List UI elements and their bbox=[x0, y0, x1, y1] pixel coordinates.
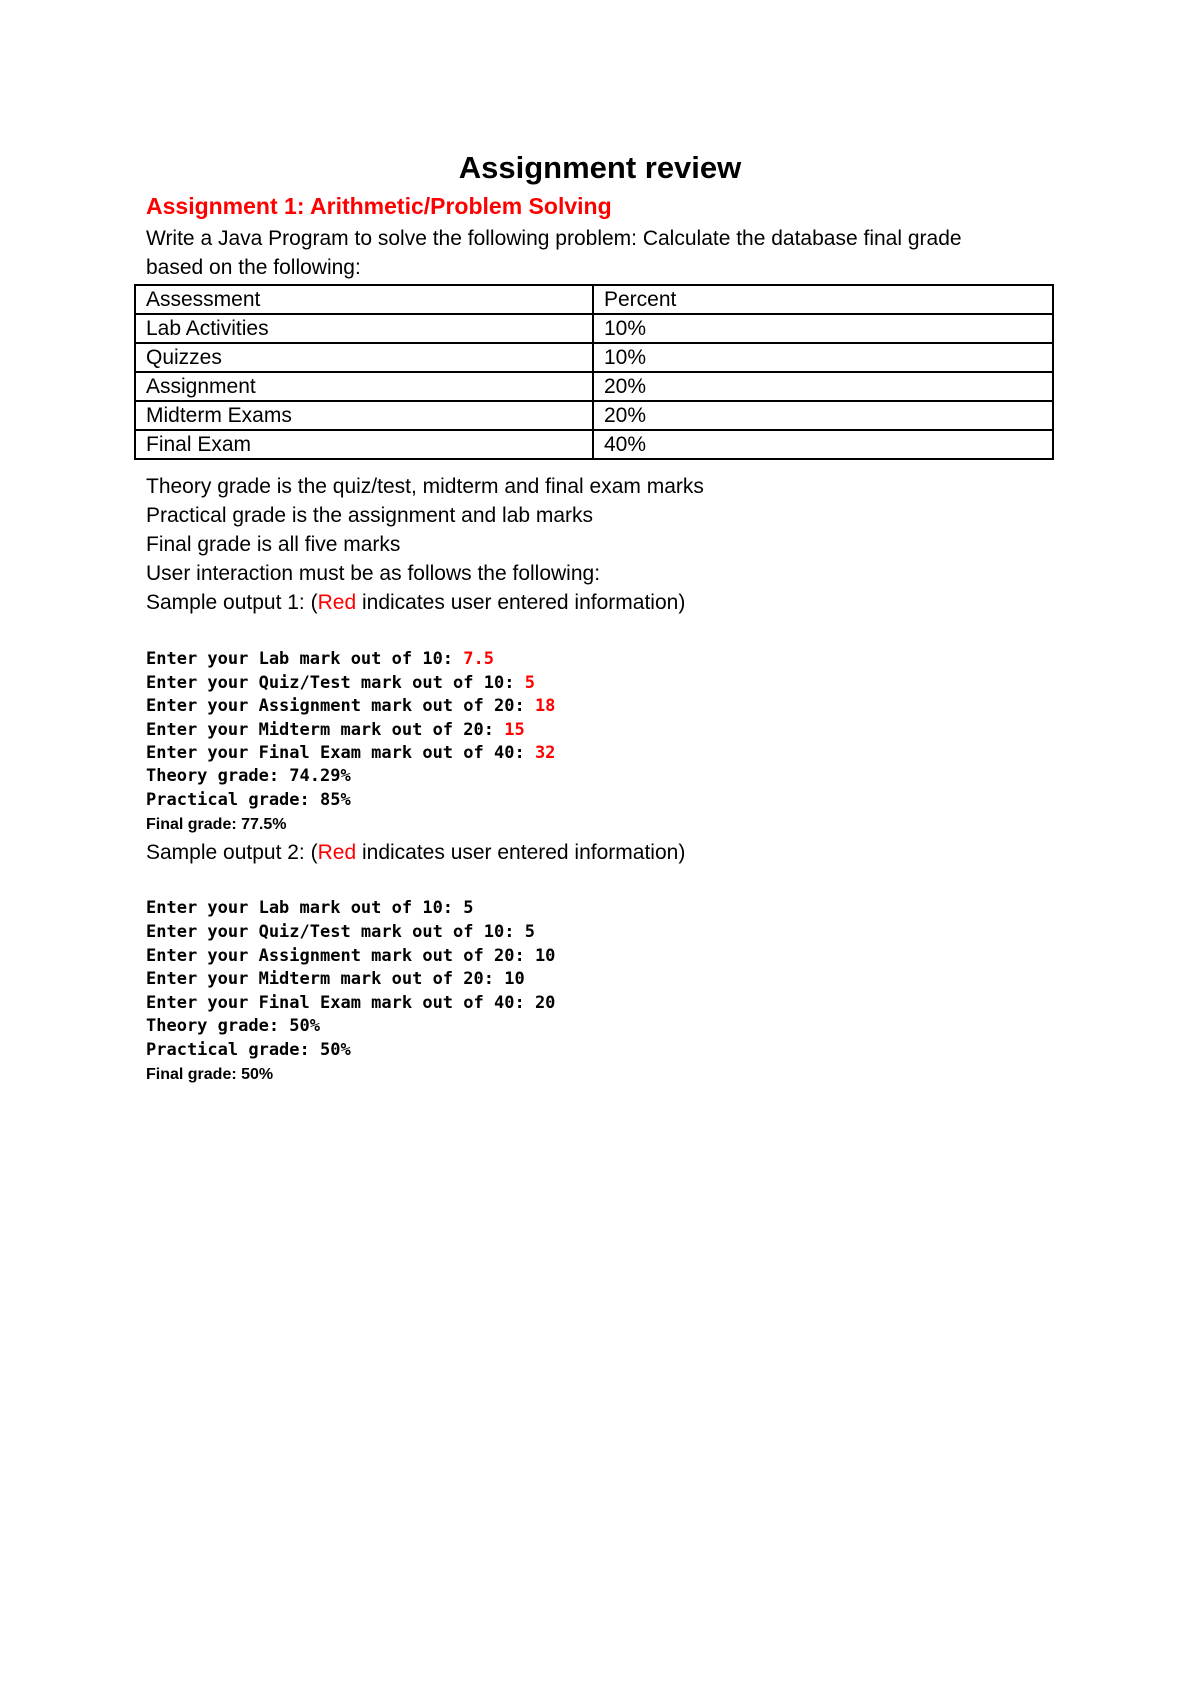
red-word: Red bbox=[317, 841, 357, 864]
user-input: 5 bbox=[463, 898, 474, 918]
assignment-heading: Assignment 1: Arithmetic/Problem Solving bbox=[146, 193, 612, 219]
console-final-grade: Final grade: 50% bbox=[146, 1066, 274, 1083]
sample2-label: Sample output 2: (Red indicates user entered information) bbox=[146, 841, 686, 864]
intro-line-2: based on the following: bbox=[146, 256, 361, 279]
console-theory-grade: Theory grade: 50% bbox=[146, 1016, 320, 1036]
console-line: Enter your Lab mark out of 10: 7.5 bbox=[146, 649, 494, 669]
console-line: Enter your Midterm mark out of 20: 10 bbox=[146, 969, 525, 989]
table-cell: Quizzes bbox=[135, 343, 593, 372]
user-input: 10 bbox=[504, 969, 525, 989]
console-final-grade: Final grade: 77.5% bbox=[146, 816, 287, 833]
table-cell: Lab Activities bbox=[135, 314, 593, 343]
console-line: Enter your Assignment mark out of 20: 18 bbox=[146, 696, 556, 716]
sample1-label: Sample output 1: (Red indicates user entered information) bbox=[146, 591, 686, 614]
console-theory-grade: Theory grade: 74.29% bbox=[146, 766, 351, 786]
console-practical-grade: Practical grade: 50% bbox=[146, 1040, 351, 1060]
user-input: 5 bbox=[524, 673, 535, 693]
table-cell: 20% bbox=[593, 372, 1053, 401]
console-line: Enter your Quiz/Test mark out of 10: 5 bbox=[146, 922, 535, 942]
table-cell: 10% bbox=[593, 314, 1053, 343]
table-cell: Assignment bbox=[135, 372, 593, 401]
table-row bbox=[135, 343, 1053, 372]
user-input: 20 bbox=[534, 993, 556, 1013]
table-cell: 10% bbox=[593, 343, 1053, 372]
user-input: 18 bbox=[534, 696, 556, 716]
table-row bbox=[135, 430, 1053, 459]
table-cell: 20% bbox=[593, 401, 1053, 430]
console-line: Enter your Midterm mark out of 20: 15 bbox=[146, 720, 525, 740]
table-cell: Midterm Exams bbox=[135, 401, 593, 430]
intro-line-1: Write a Java Program to solve the following problem: Calculate the database final grade bbox=[146, 227, 962, 250]
table-header-row bbox=[135, 285, 1053, 314]
table-cell: 40% bbox=[593, 430, 1053, 459]
note-theory: Theory grade is the quiz/test, midterm and final exam marks bbox=[146, 475, 704, 498]
table-header-cell: Assessment bbox=[135, 285, 593, 314]
table-row bbox=[135, 314, 1053, 343]
table-row bbox=[135, 372, 1053, 401]
console-practical-grade: Practical grade: 85% bbox=[146, 790, 351, 810]
console-line: Enter your Quiz/Test mark out of 10: 5 bbox=[146, 673, 535, 693]
user-input: 32 bbox=[534, 743, 556, 763]
table-row bbox=[135, 401, 1053, 430]
note-interaction: User interaction must be as follows the following: bbox=[146, 562, 601, 585]
assessment-table bbox=[134, 284, 1054, 460]
console-line: Enter your Final Exam mark out of 40: 20 bbox=[146, 993, 556, 1013]
table-cell: Final Exam bbox=[135, 430, 593, 459]
console-line: Enter your Assignment mark out of 20: 10 bbox=[146, 946, 556, 966]
user-input: 15 bbox=[504, 720, 525, 740]
user-input: 7.5 bbox=[463, 649, 494, 669]
console-line: Enter your Final Exam mark out of 40: 32 bbox=[146, 743, 556, 763]
note-practical: Practical grade is the assignment and lab marks bbox=[146, 504, 594, 527]
red-word: Red bbox=[317, 591, 357, 614]
user-input: 5 bbox=[524, 922, 535, 942]
table-header-cell: Percent bbox=[593, 285, 1053, 314]
page-title: Assignment review bbox=[458, 150, 742, 185]
console-line: Enter your Lab mark out of 10: 5 bbox=[146, 898, 474, 918]
user-input: 10 bbox=[534, 946, 556, 966]
note-final: Final grade is all five marks bbox=[146, 533, 401, 556]
